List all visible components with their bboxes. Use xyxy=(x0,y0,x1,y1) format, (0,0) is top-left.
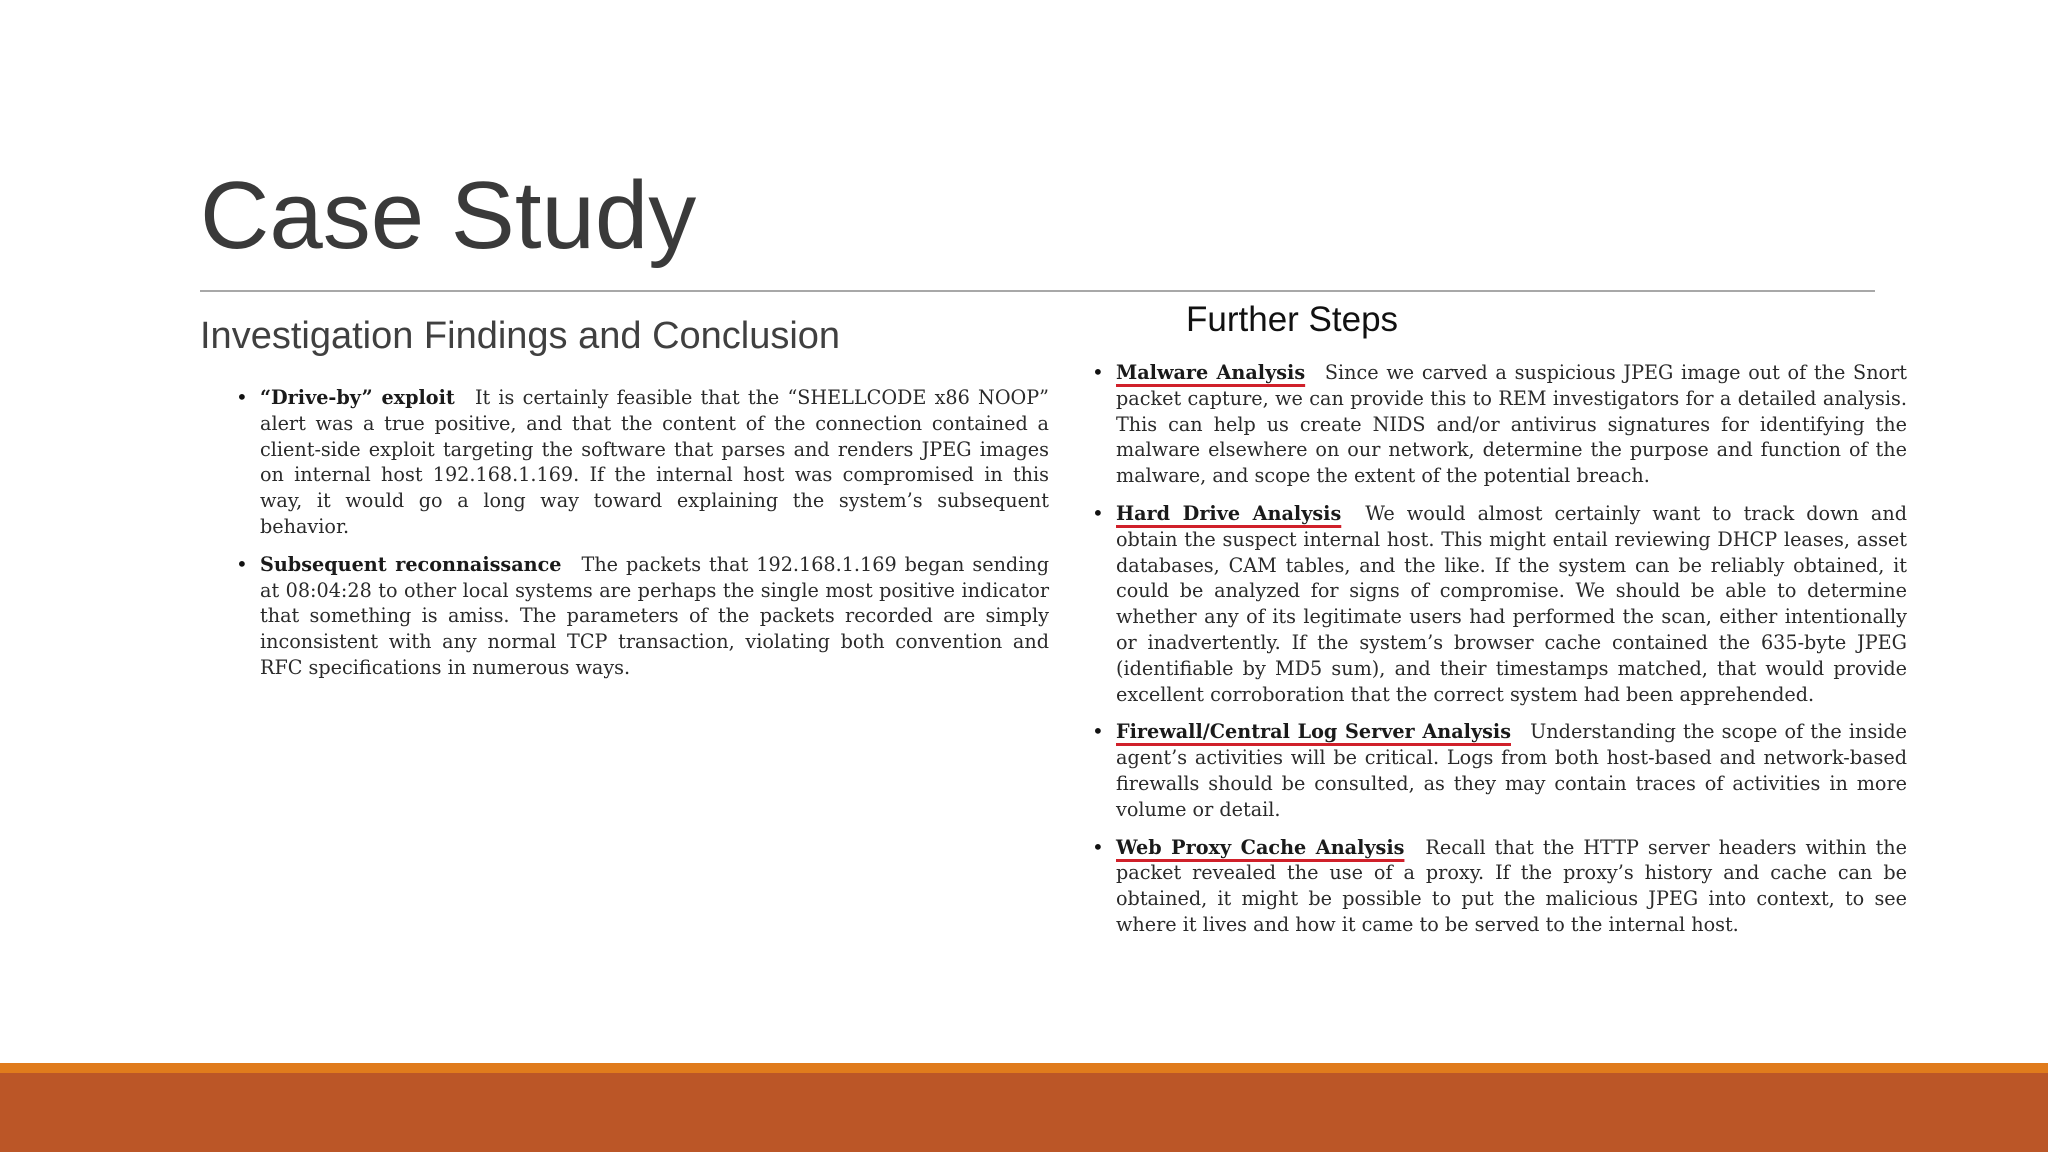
footer-band xyxy=(0,1063,2048,1152)
finding-title: “Drive-by” exploit xyxy=(260,386,455,409)
bullet-icon: • xyxy=(1092,719,1104,744)
bullet-icon: • xyxy=(1092,500,1104,525)
title-divider xyxy=(200,290,1875,292)
section-heading: Investigation Findings and Conclusion xyxy=(200,315,841,357)
bullet-icon: • xyxy=(236,385,248,409)
step-text: Since we carved a suspicious JPEG image out of the Snort packet capture, we can provide this to REM investigators for a detailed analysis. This can help us create NIDS and/or antivirus signatures for identifying the malware elsewhere on our network, determine the purpose and function of the malware, and scope the extent of the potential breach. xyxy=(1116,361,1907,488)
step-title: Web Proxy Cache Analysis xyxy=(1116,835,1405,859)
finding-item xyxy=(236,552,1049,681)
finding-title: Subsequent reconnaissance xyxy=(260,552,562,576)
step-item xyxy=(1092,501,1907,707)
footer-stripe xyxy=(0,1063,2048,1073)
step-item xyxy=(1092,835,1907,938)
findings-list xyxy=(236,385,1049,693)
step-text: Understanding the scope of the inside agent’s activities will be critical. Logs from both host-based and network-based firewalls should be consulted, as they may contain traces of activities in more volume or detail. xyxy=(1116,720,1907,821)
further-steps-heading: Further Steps xyxy=(1186,300,1399,339)
step-item xyxy=(1092,360,1907,489)
step-title: Hard Drive Analysis xyxy=(1116,501,1342,525)
step-text: We would almost certainly want to track down and obtain the suspect internal host. This might entail reviewing DHCP leases, asset databases, CAM tables, and the like. If the system can be reliably obtained, it could be analyzed for signs of compromise. We should be able to determine whether any of its legitimate users had performed the scan, either intentionally or inadvertently. If the system’s browser cache contained the 635-byte JPEG (identifiable by MD5 sum), and their timestamps matched, that would provide excellent corroboration that the correct system had been apprehended. xyxy=(1116,501,1907,706)
step-title: Firewall/Central Log Server Analysis xyxy=(1116,720,1511,744)
step-item xyxy=(1092,719,1907,822)
step-text: Recall that the HTTP server headers within the packet revealed the use of a proxy. If the proxy’s history and cache can be obtained, it might be possible to put the malicious JPEG into context, to see where it lives and how it came to be served to the internal host. xyxy=(1116,835,1907,936)
slide-title: Case Study xyxy=(200,162,697,269)
finding-text: The packets that 192.168.1.169 began sending at 08:04:28 to other local systems are perhaps the single most positive indicator that something is amiss. The parameters of the packets recorded are simply inconsistent with any normal TCP transaction, violating both convention and RFC specifications in numerous ways. xyxy=(260,552,1049,679)
bullet-icon: • xyxy=(1092,834,1104,859)
step-title: Malware Analysis xyxy=(1116,361,1306,384)
finding-text: It is certainly feasible that the “SHELLCODE x86 NOOP” alert was a true positive, and that the content of the connection contained a client-side exploit targeting the software that parses and renders JPEG images on internal host 192.168.1.169. If the internal host was compromised in this way, it would go a long way toward explaining the system’s subsequent behavior. xyxy=(260,386,1049,538)
further-steps-list xyxy=(1092,360,1907,950)
finding-item xyxy=(236,385,1049,540)
bullet-icon: • xyxy=(236,551,248,576)
bullet-icon: • xyxy=(1092,360,1104,384)
